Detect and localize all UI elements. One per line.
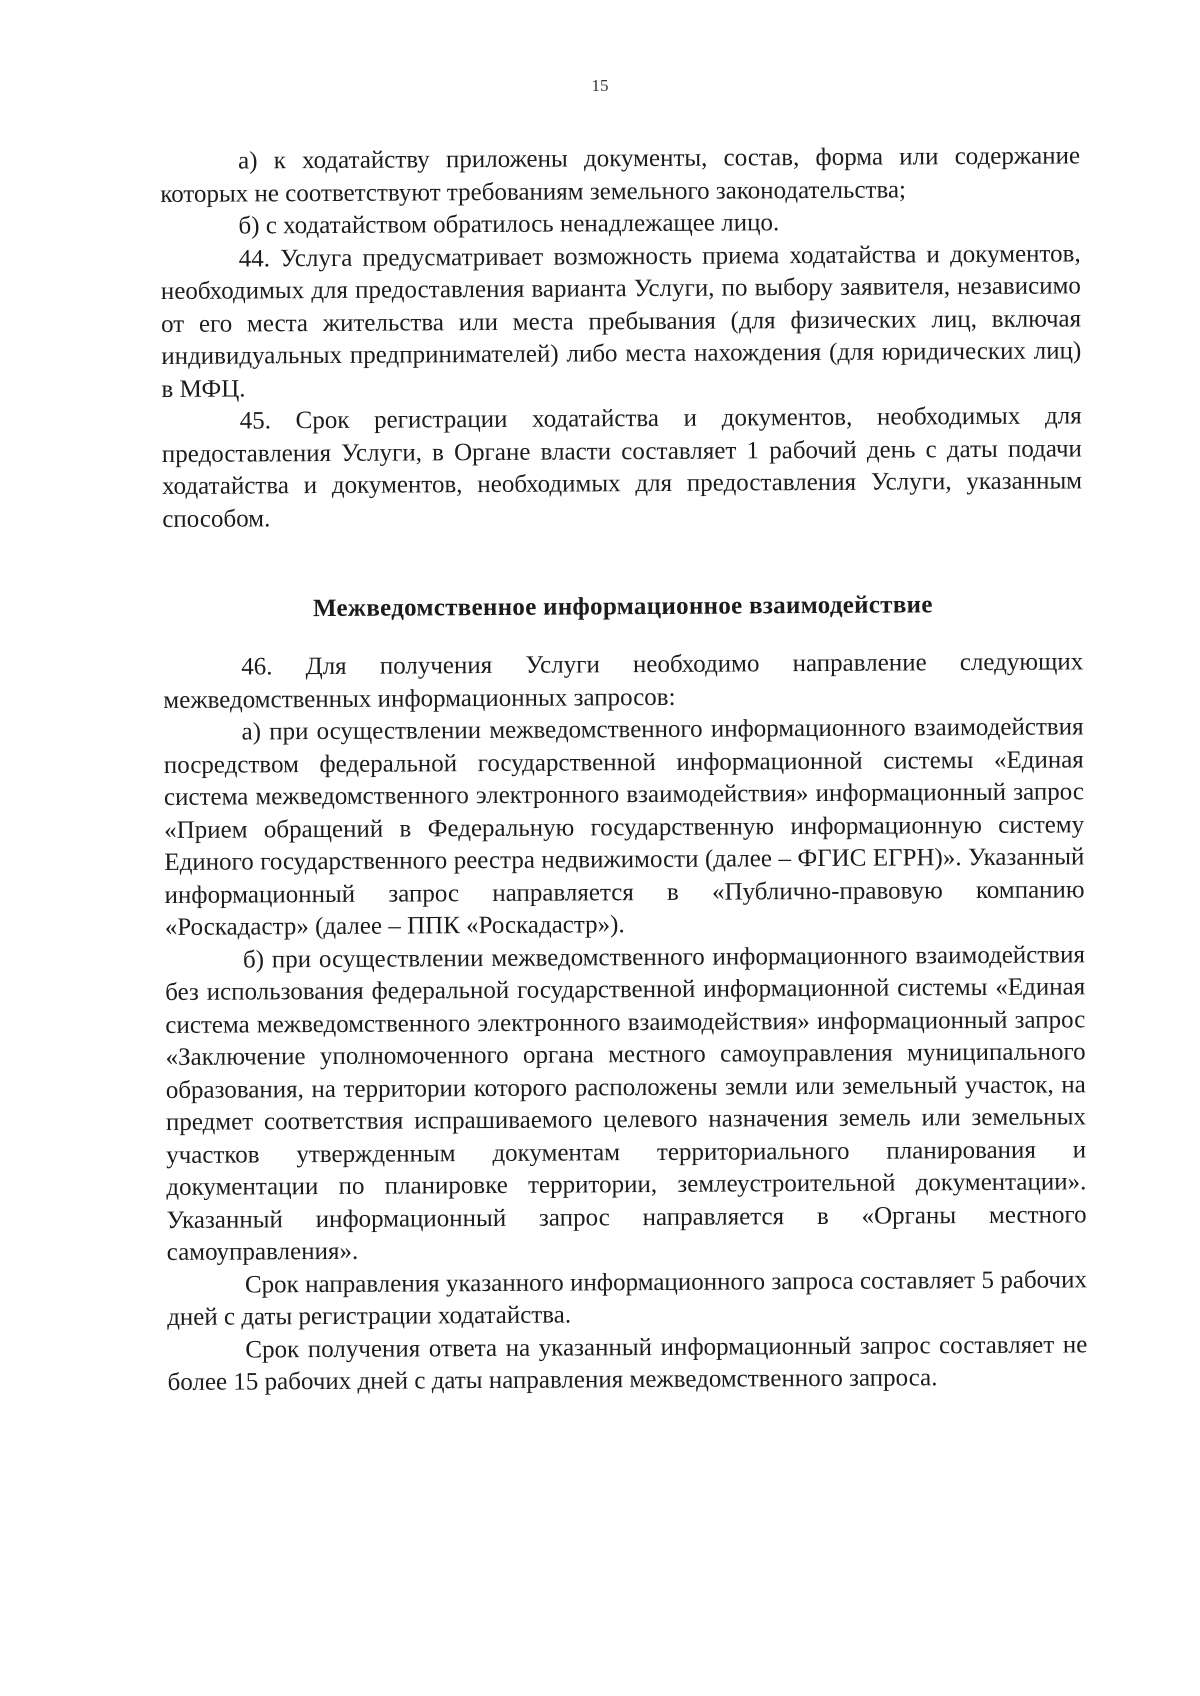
paragraph-item-a-first: а) к ходатайству приложены документы, состав, форма или содержание которых не соответствуют требованиям земельного законодательства;: [160, 142, 1081, 208]
page-number: 15: [591, 76, 609, 95]
paragraph-44: 44. Услуга предусматривает возможность приема ходатайства и документов, необходимых для предоставления варианта Услуги, по выбору заявителя, независимо от его места жительства или места пребывания (для физических лиц, включая индивидуальных предпринимателей) либо места нахождения (для юридических лиц) в МФЦ.: [160, 239, 1082, 403]
paragraph-45: 45. Срок регистрации ходатайства и документов, необходимых для предоставления Услуги, в Органе власти составляет 1 рабочий день с даты подачи ходатайства и документов, необходимых для предоставления Услуги, указанным способом.: [161, 402, 1083, 533]
document-body: [160, 140, 1088, 1399]
paragraph-item-b-first: б) с ходатайством обратилось ненадлежащее лицо.: [238, 209, 780, 240]
paragraph-request-term: Срок направления указанного информационного запроса составляет 5 рабочих дней с даты регистрации ходатайства.: [167, 1265, 1088, 1331]
paragraph-response-term: Срок получения ответа на указанный информационный запрос составляет не более 15 рабочих дней с даты направления межведомственного запроса.: [167, 1330, 1088, 1396]
paragraph-46-item-a: а) при осуществлении межведомственного информационного взаимодействия посредством федеральной государственной информационной системы «Единая система межведомственного электронного взаимодействия» информационный запрос «Прием обращений в Федеральную государственную информационную систему Единого государственного реестра недвижимости (далее – ФГИС ЕГРН)». Указанный информационный запрос направляется в «Публично-правовую компанию «Роскадастр» (далее – ППК «Роскадастр»).: [163, 713, 1085, 941]
paragraph-46-item-b: б) при осуществлении межведомственного информационного взаимодействия без использования федеральной государственной информационной системы «Единая система межведомственного электронного взаимодействия» информационный запрос «Заключение уполномоченного органа местного самоуправления муниципального образования, на территории которого расположены земли или земельный участок, на предмет соответствия испрашиваемого целевого назначения земель или земельных участков утвержденным документам территориального планирования и документации по планировке территории, землеустроительной документации». Указанный информационный запрос направляется в «Органы местного самоуправления».: [165, 940, 1087, 1266]
section-heading: Межведомственное информационное взаимодействие: [312, 591, 933, 623]
paragraph-46: 46. Для получения Услуги необходимо направление следующих межведомственных информационных запросов:: [163, 648, 1084, 714]
